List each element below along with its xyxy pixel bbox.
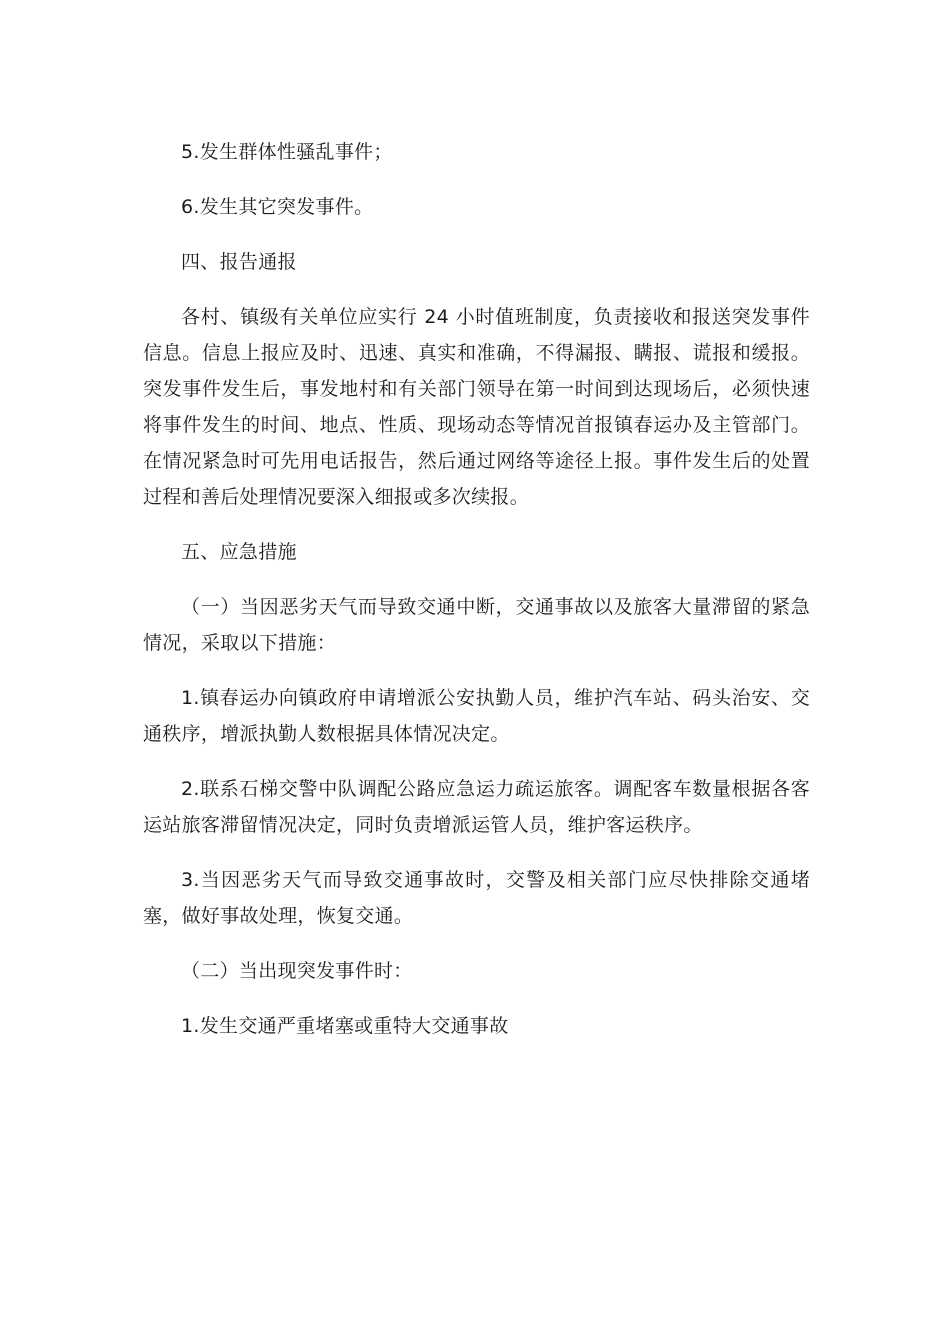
subsection-2-heading: （二）当出现突发事件时： — [181, 960, 413, 982]
section-heading-5: 五、应急措施 — [181, 541, 297, 563]
measure-item-2: 2.联系石梯交警中队调配公路应急运力疏运旅客。调配客车数量根据各客运站旅客滞留情况决定，同时负责增派运管人员，维护客运秩序。 — [143, 778, 810, 836]
subsection-1-heading: （一）当因恶劣天气而导致交通中断，交通事故以及旅客大量滞留的紧急情况，采取以下措施： — [143, 596, 810, 654]
measure-item-1: 1.镇春运办向镇政府申请增派公安执勤人员，维护汽车站、码头治安、交通秩序，增派执勤人数根据具体情况决定。 — [143, 687, 810, 745]
measure-item-3: 3.当因恶劣天气而导致交通事故时，交警及相关部门应尽快排除交通堵塞，做好事故处理，恢复交通。 — [143, 869, 810, 927]
document-body — [143, 134, 810, 1063]
list-item-5: 5.发生群体性骚乱事件； — [181, 141, 393, 163]
section-heading-4: 四、报告通报 — [181, 251, 297, 273]
list-item-6: 6.发生其它突发事件。 — [181, 196, 374, 218]
emergency-item-1: 1.发生交通严重堵塞或重特大交通事故 — [181, 1015, 509, 1037]
reporting-paragraph: 各村、镇级有关单位应实行 24 小时值班制度，负责接收和报送突发事件信息。信息上报应及时、迅速、真实和准确，不得漏报、瞒报、谎报和缓报。突发事件发生后，事发地村和有关部门领导在第一时间到达现场后，必须快速将事件发生的时间、地点、性质、现场动态等情况首报镇春运办及主管部门。在情况紧急时可先用电话报告，然后通过网络等途径上报。事件发生后的处置过程和善后处理情况要深入细报或多次续报。 — [143, 306, 810, 508]
